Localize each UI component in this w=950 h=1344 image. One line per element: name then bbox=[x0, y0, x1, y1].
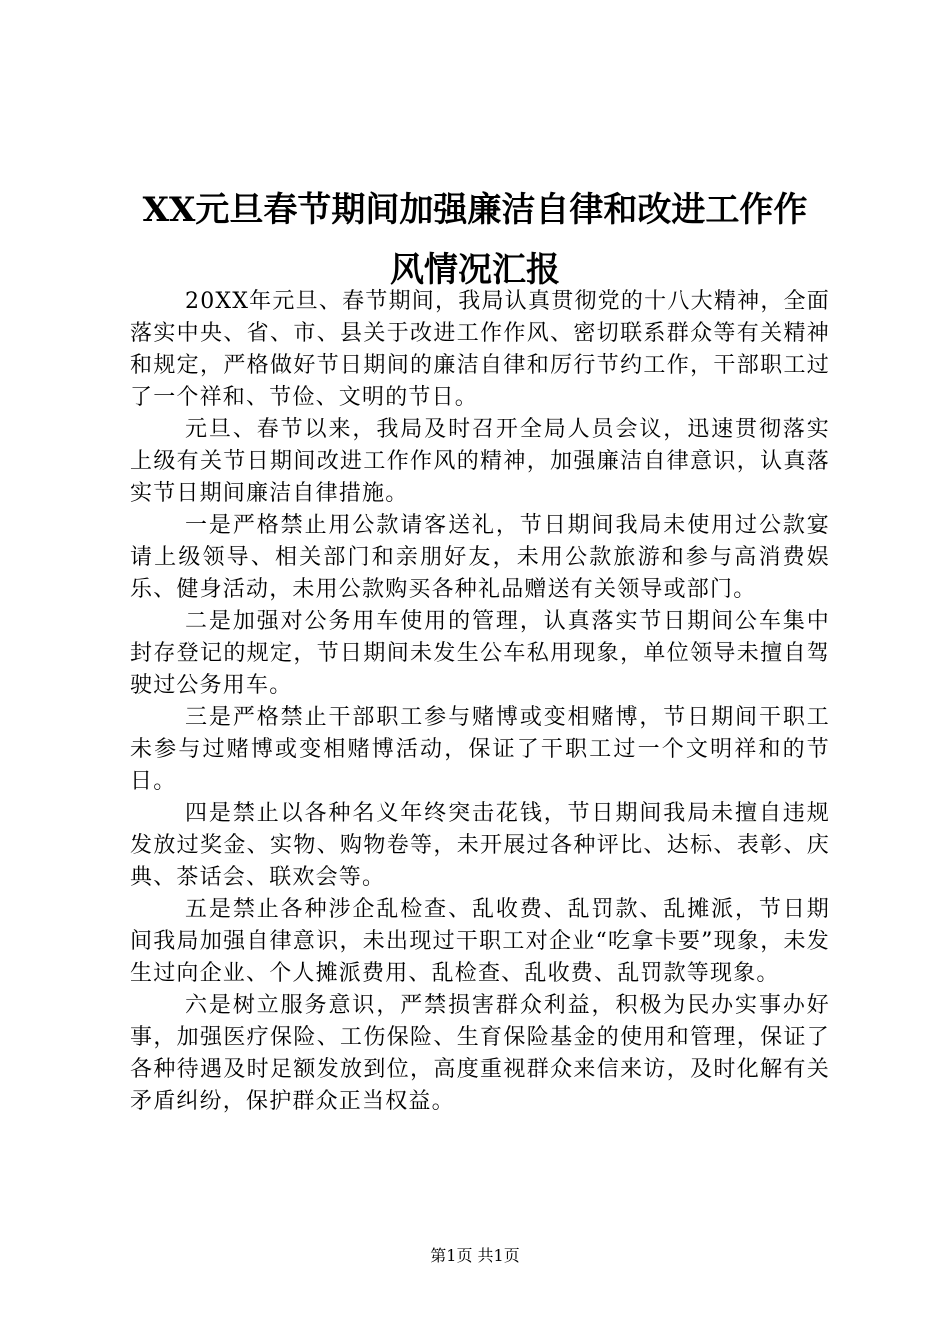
document-body bbox=[130, 286, 830, 1118]
page-footer: 第1页 共1页 bbox=[430, 1246, 520, 1265]
paragraph-6: 四是禁止以各种名义年终突击花钱，节日期间我局未擅自违规发放过奖金、实物、购物卷等，未开展过各种评比、达标、表彰、庆典、茶话会、联欢会等。 bbox=[130, 801, 830, 890]
paragraph-2: 元旦、春节以来，我局及时召开全局人员会议，迅速贯彻落实上级有关节日期间改进工作作风的精神，加强廉洁自律意识，认真落实节日期间廉洁自律措施。 bbox=[130, 417, 830, 506]
paragraph-4: 二是加强对公务用车使用的管理，认真落实节日期间公车集中封存登记的规定，节日期间未发生公车私用现象，单位领导未擅自驾驶过公务用车。 bbox=[130, 609, 830, 698]
document-title-line-1: XX元旦春节期间加强廉洁自律和改进工作作 bbox=[142, 190, 808, 230]
paragraph-3: 一是严格禁止用公款请客送礼，节日期间我局未使用过公款宴请上级领导、相关部门和亲朋好友，未用公款旅游和参与高消费娱乐、健身活动，未用公款购买各种礼品赠送有关领导或部门。 bbox=[130, 513, 830, 602]
document-title-line-2: 风情况汇报 bbox=[390, 250, 560, 290]
paragraph-5: 三是严格禁止干部职工参与赌博或变相赌博，节日期间干职工未参与过赌博或变相赌博活动，保证了干职工过一个文明祥和的节日。 bbox=[130, 705, 830, 794]
paragraph-1: 20XX年元旦、春节期间，我局认真贯彻党的十八大精神，全面落实中央、省、市、县关于改进工作作风、密切联系群众等有关精神和规定，严格做好节日期间的廉洁自律和厉行节约工作，干部职工过了一个祥和、节俭、文明的节日。 bbox=[130, 289, 830, 410]
paragraph-7: 五是禁止各种涉企乱检查、乱收费、乱罚款、乱摊派，节日期间我局加强自律意识，未出现过干职工对企业“吃拿卡要”现象，未发生过向企业、个人摊派费用、乱检查、乱收费、乱罚款等现象。 bbox=[130, 897, 830, 986]
paragraph-8: 六是树立服务意识，严禁损害群众利益，积极为民办实事办好事，加强医疗保险、工伤保险、生育保险基金的使用和管理，保证了各种待遇及时足额发放到位，高度重视群众来信来访，及时化解有关矛盾纠纷，保护群众正当权益。 bbox=[130, 993, 830, 1114]
